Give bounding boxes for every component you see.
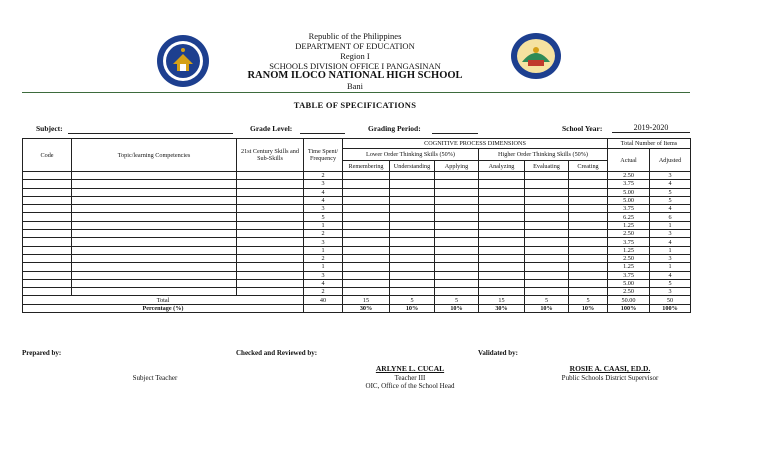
skills-cell[interactable]	[237, 172, 304, 180]
creating-cell[interactable]	[569, 288, 608, 296]
code-cell[interactable]	[23, 279, 72, 287]
evaluating-cell[interactable]	[525, 263, 569, 271]
prepared-by-label: Prepared by:	[22, 349, 62, 357]
adjusted-cell: 4	[650, 180, 691, 188]
topic-cell[interactable]	[72, 213, 237, 221]
school-name: RANOM ILOCO NATIONAL HIGH SCHOOL	[247, 70, 463, 81]
analyzing-cell[interactable]	[479, 238, 525, 246]
table-row	[23, 196, 691, 204]
skills-cell[interactable]	[237, 263, 304, 271]
region-line: Region I	[340, 51, 370, 61]
table-row	[23, 188, 691, 196]
topic-cell[interactable]	[72, 254, 237, 262]
evaluating-cell[interactable]	[525, 196, 569, 204]
table-row	[23, 205, 691, 213]
understanding-cell[interactable]	[390, 213, 435, 221]
understanding-cell[interactable]	[390, 221, 435, 229]
adjusted-cell: 3	[650, 288, 691, 296]
actual-cell: 1.25	[608, 246, 650, 254]
actual-cell: 1.25	[608, 221, 650, 229]
understanding-cell[interactable]	[390, 196, 435, 204]
time-spent-header: Time Spent/ Frequency	[304, 139, 343, 172]
total-evaluating: 5	[525, 296, 569, 304]
checked-by-office: OIC, Office of the School Head	[365, 382, 455, 390]
topic-cell[interactable]	[72, 180, 237, 188]
actual-header: Actual	[608, 149, 650, 172]
actual-cell: 2.50	[608, 254, 650, 262]
creating-cell[interactable]	[569, 279, 608, 287]
evaluating-cell[interactable]	[525, 288, 569, 296]
remembering-cell[interactable]	[343, 279, 390, 287]
creating-cell[interactable]	[569, 196, 608, 204]
remembering-cell[interactable]	[343, 213, 390, 221]
understanding-header: Understanding	[390, 161, 435, 172]
remembering-cell[interactable]	[343, 188, 390, 196]
applying-cell[interactable]	[435, 196, 479, 204]
code-cell[interactable]	[23, 180, 72, 188]
time-cell: 3	[304, 238, 343, 246]
remembering-cell[interactable]	[343, 246, 390, 254]
code-cell[interactable]	[23, 246, 72, 254]
percentage-label: Percentage (%)	[23, 304, 304, 312]
creating-cell[interactable]	[569, 246, 608, 254]
time-cell: 5	[304, 213, 343, 221]
evaluating-cell[interactable]	[525, 205, 569, 213]
topic-cell[interactable]	[72, 230, 237, 238]
table-row	[23, 246, 691, 254]
creating-cell[interactable]	[569, 254, 608, 262]
analyzing-cell[interactable]	[479, 254, 525, 262]
checked-by-label: Checked and Reviewed by:	[236, 349, 318, 357]
percentage-time	[304, 304, 343, 312]
understanding-cell[interactable]	[390, 230, 435, 238]
remembering-cell[interactable]	[343, 254, 390, 262]
applying-cell[interactable]	[435, 288, 479, 296]
topic-cell[interactable]	[72, 196, 237, 204]
code-cell[interactable]	[23, 213, 72, 221]
understanding-cell[interactable]	[390, 263, 435, 271]
evaluating-header: Evaluating	[525, 161, 569, 172]
grade-level-label: Grade Level:	[250, 124, 293, 133]
percentage-understanding: 10%	[390, 304, 435, 312]
time-cell: 3	[304, 180, 343, 188]
skills-cell[interactable]	[237, 288, 304, 296]
specifications-table	[22, 138, 691, 313]
understanding-cell[interactable]	[390, 279, 435, 287]
topic-cell[interactable]	[72, 271, 237, 279]
analyzing-cell[interactable]	[479, 263, 525, 271]
skills-cell[interactable]	[237, 230, 304, 238]
time-cell: 4	[304, 279, 343, 287]
remembering-cell[interactable]	[343, 196, 390, 204]
table-row	[23, 213, 691, 221]
actual-cell: 3.75	[608, 271, 650, 279]
skills-cell[interactable]	[237, 213, 304, 221]
code-cell[interactable]	[23, 254, 72, 262]
percentage-creating: 10%	[569, 304, 608, 312]
topic-cell[interactable]	[72, 188, 237, 196]
remembering-cell[interactable]	[343, 230, 390, 238]
creating-cell[interactable]	[569, 221, 608, 229]
remembering-cell[interactable]	[343, 172, 390, 180]
creating-cell[interactable]	[569, 263, 608, 271]
lower-order-header: Lower Order Thinking Skills (50%)	[343, 149, 479, 161]
applying-cell[interactable]	[435, 254, 479, 262]
table-row	[23, 230, 691, 238]
skills-cell[interactable]	[237, 205, 304, 213]
analyzing-cell[interactable]	[479, 230, 525, 238]
adjusted-cell: 3	[650, 254, 691, 262]
understanding-cell[interactable]	[390, 172, 435, 180]
total-analyzing: 15	[479, 296, 525, 304]
adjusted-cell: 4	[650, 271, 691, 279]
code-cell[interactable]	[23, 263, 72, 271]
subject-field[interactable]	[68, 124, 233, 134]
remembering-cell[interactable]	[343, 238, 390, 246]
validated-by-title: Public Schools District Supervisor	[561, 374, 659, 382]
time-cell: 2	[304, 254, 343, 262]
creating-cell[interactable]	[569, 213, 608, 221]
validated-by-label: Validated by:	[478, 349, 519, 357]
code-cell[interactable]	[23, 288, 72, 296]
table-row	[23, 254, 691, 262]
time-cell: 1	[304, 246, 343, 254]
evaluating-cell[interactable]	[525, 246, 569, 254]
understanding-cell[interactable]	[390, 288, 435, 296]
creating-cell[interactable]	[569, 188, 608, 196]
adjusted-cell: 3	[650, 230, 691, 238]
code-cell[interactable]	[23, 196, 72, 204]
actual-cell: 5.00	[608, 196, 650, 204]
actual-cell: 3.75	[608, 205, 650, 213]
analyzing-cell[interactable]	[479, 246, 525, 254]
time-cell: 4	[304, 188, 343, 196]
time-cell: 4	[304, 196, 343, 204]
table-row	[23, 263, 691, 271]
adjusted-cell: 4	[650, 238, 691, 246]
total-creating: 5	[569, 296, 608, 304]
total-applying: 5	[435, 296, 479, 304]
actual-cell: 5.00	[608, 188, 650, 196]
applying-cell[interactable]	[435, 205, 479, 213]
actual-cell: 2.50	[608, 288, 650, 296]
adjusted-cell: 1	[650, 246, 691, 254]
actual-cell: 5.00	[608, 279, 650, 287]
skills-cell[interactable]	[237, 188, 304, 196]
applying-cell[interactable]	[435, 238, 479, 246]
creating-cell[interactable]	[569, 205, 608, 213]
evaluating-cell[interactable]	[525, 188, 569, 196]
evaluating-cell[interactable]	[525, 172, 569, 180]
skills-cell[interactable]	[237, 180, 304, 188]
table-row	[23, 238, 691, 246]
skills-cell[interactable]	[237, 238, 304, 246]
code-cell[interactable]	[23, 238, 72, 246]
applying-cell[interactable]	[435, 213, 479, 221]
adjusted-cell: 5	[650, 279, 691, 287]
adjusted-cell: 4	[650, 205, 691, 213]
analyzing-cell[interactable]	[479, 221, 525, 229]
applying-cell[interactable]	[435, 230, 479, 238]
topic-header: Topic/learning Competencies	[72, 139, 237, 172]
code-cell[interactable]	[23, 271, 72, 279]
understanding-cell[interactable]	[390, 254, 435, 262]
adjusted-cell: 1	[650, 263, 691, 271]
remembering-cell[interactable]	[343, 271, 390, 279]
applying-header: Applying	[435, 161, 479, 172]
creating-cell[interactable]	[569, 271, 608, 279]
actual-cell: 2.50	[608, 172, 650, 180]
remembering-cell[interactable]	[343, 288, 390, 296]
total-understanding: 5	[390, 296, 435, 304]
applying-cell[interactable]	[435, 279, 479, 287]
understanding-cell[interactable]	[390, 246, 435, 254]
code-cell[interactable]	[23, 172, 72, 180]
code-cell[interactable]	[23, 205, 72, 213]
time-cell: 3	[304, 205, 343, 213]
applying-cell[interactable]	[435, 221, 479, 229]
applying-cell[interactable]	[435, 271, 479, 279]
actual-cell: 3.75	[608, 238, 650, 246]
table-row	[23, 172, 691, 180]
remembering-cell[interactable]	[343, 221, 390, 229]
total-label: Total	[23, 296, 304, 304]
analyzing-cell[interactable]	[479, 205, 525, 213]
percentage-remembering: 30%	[343, 304, 390, 312]
table-row	[23, 180, 691, 188]
evaluating-cell[interactable]	[525, 221, 569, 229]
grading-period-label: Grading Period:	[368, 124, 421, 133]
table-row	[23, 288, 691, 296]
header-rule	[22, 92, 690, 93]
understanding-cell[interactable]	[390, 238, 435, 246]
topic-cell[interactable]	[72, 205, 237, 213]
higher-order-header: Higher Order Thinking Skills (50%)	[479, 149, 608, 161]
division-line: SCHOOLS DIVISION OFFICE I PANGASINAN	[269, 61, 441, 71]
analyzing-cell[interactable]	[479, 188, 525, 196]
grading-period-field[interactable]	[432, 124, 478, 134]
analyzing-cell[interactable]	[479, 213, 525, 221]
table-row	[23, 279, 691, 287]
remembering-cell[interactable]	[343, 263, 390, 271]
evaluating-cell[interactable]	[525, 238, 569, 246]
analyzing-cell[interactable]	[479, 271, 525, 279]
time-cell: 2	[304, 230, 343, 238]
creating-header: Creating	[569, 161, 608, 172]
understanding-cell[interactable]	[390, 188, 435, 196]
total-items-header: Total Number of Items	[608, 139, 691, 149]
percentage-analyzing: 30%	[479, 304, 525, 312]
analyzing-cell[interactable]	[479, 279, 525, 287]
percentage-applying: 10%	[435, 304, 479, 312]
percentage-adjusted: 100%	[650, 304, 691, 312]
republic-line: Republic of the Philippines	[308, 31, 402, 41]
skills-cell[interactable]	[237, 246, 304, 254]
skills-cell[interactable]	[237, 254, 304, 262]
total-actual: 50.00	[608, 296, 650, 304]
applying-cell[interactable]	[435, 180, 479, 188]
adjusted-cell: 5	[650, 196, 691, 204]
adjusted-cell: 5	[650, 188, 691, 196]
skills-cell[interactable]	[237, 279, 304, 287]
remembering-cell[interactable]	[343, 205, 390, 213]
topic-cell[interactable]	[72, 238, 237, 246]
time-cell: 1	[304, 221, 343, 229]
school-year-value[interactable]: 2019-2020	[612, 123, 690, 133]
skills-cell[interactable]	[237, 196, 304, 204]
applying-cell[interactable]	[435, 188, 479, 196]
analyzing-cell[interactable]	[479, 196, 525, 204]
time-cell: 2	[304, 172, 343, 180]
creating-cell[interactable]	[569, 238, 608, 246]
analyzing-cell[interactable]	[479, 180, 525, 188]
school-year-label: School Year:	[562, 124, 603, 133]
actual-cell: 1.25	[608, 263, 650, 271]
adjusted-cell: 6	[650, 213, 691, 221]
checked-by-title: Teacher III	[394, 374, 426, 382]
evaluating-cell[interactable]	[525, 279, 569, 287]
evaluating-cell[interactable]	[525, 213, 569, 221]
topic-cell[interactable]	[72, 221, 237, 229]
remembering-cell[interactable]	[343, 180, 390, 188]
time-cell: 1	[304, 263, 343, 271]
code-cell[interactable]	[23, 188, 72, 196]
creating-cell[interactable]	[569, 172, 608, 180]
evaluating-cell[interactable]	[525, 230, 569, 238]
topic-cell[interactable]	[72, 279, 237, 287]
skills-cell[interactable]	[237, 221, 304, 229]
evaluating-cell[interactable]	[525, 254, 569, 262]
analyzing-cell[interactable]	[479, 172, 525, 180]
percentage-actual: 100%	[608, 304, 650, 312]
adjusted-header: Adjusted	[650, 149, 691, 172]
code-header: Code	[23, 139, 72, 172]
analyzing-header: Analyzing	[479, 161, 525, 172]
total-time: 40	[304, 296, 343, 304]
understanding-cell[interactable]	[390, 205, 435, 213]
topic-cell[interactable]	[72, 246, 237, 254]
validated-by-name: ROSIE A. CAASI, ED.D.	[569, 364, 651, 373]
applying-cell[interactable]	[435, 172, 479, 180]
topic-cell[interactable]	[72, 288, 237, 296]
applying-cell[interactable]	[435, 246, 479, 254]
creating-cell[interactable]	[569, 230, 608, 238]
actual-cell: 3.75	[608, 180, 650, 188]
adjusted-cell: 3	[650, 172, 691, 180]
prepared-role: Subject Teacher	[132, 374, 178, 382]
subject-label: Subject:	[36, 124, 63, 133]
town-line: Bani	[346, 81, 364, 91]
table-row	[23, 221, 691, 229]
skills-cell[interactable]	[237, 271, 304, 279]
time-cell: 3	[304, 271, 343, 279]
time-cell: 2	[304, 288, 343, 296]
creating-cell[interactable]	[569, 180, 608, 188]
document-title: TABLE OF SPECIFICATIONS	[293, 100, 417, 110]
code-cell[interactable]	[23, 230, 72, 238]
topic-cell[interactable]	[72, 263, 237, 271]
analyzing-cell[interactable]	[479, 288, 525, 296]
total-adjusted: 50	[650, 296, 691, 304]
actual-cell: 6.25	[608, 213, 650, 221]
cognitive-header: COGNITIVE PROCESS DIMENSIONS	[343, 139, 608, 149]
understanding-cell[interactable]	[390, 271, 435, 279]
evaluating-cell[interactable]	[525, 271, 569, 279]
table-row	[23, 271, 691, 279]
total-remembering: 15	[343, 296, 390, 304]
grade-level-field[interactable]	[300, 124, 345, 134]
checked-by-name: ARLYNE L. CUCAL	[375, 364, 445, 373]
division-seal-logo	[510, 32, 562, 80]
percentage-evaluating: 10%	[525, 304, 569, 312]
applying-cell[interactable]	[435, 263, 479, 271]
department-line: DEPARTMENT OF EDUCATION	[295, 41, 415, 51]
adjusted-cell: 1	[650, 221, 691, 229]
skills-header: 21st Century Skills and Sub-Skills	[237, 139, 304, 172]
actual-cell: 2.50	[608, 230, 650, 238]
remembering-header: Remembering	[343, 161, 390, 172]
topic-cell[interactable]	[72, 172, 237, 180]
evaluating-cell[interactable]	[525, 180, 569, 188]
understanding-cell[interactable]	[390, 180, 435, 188]
code-cell[interactable]	[23, 221, 72, 229]
